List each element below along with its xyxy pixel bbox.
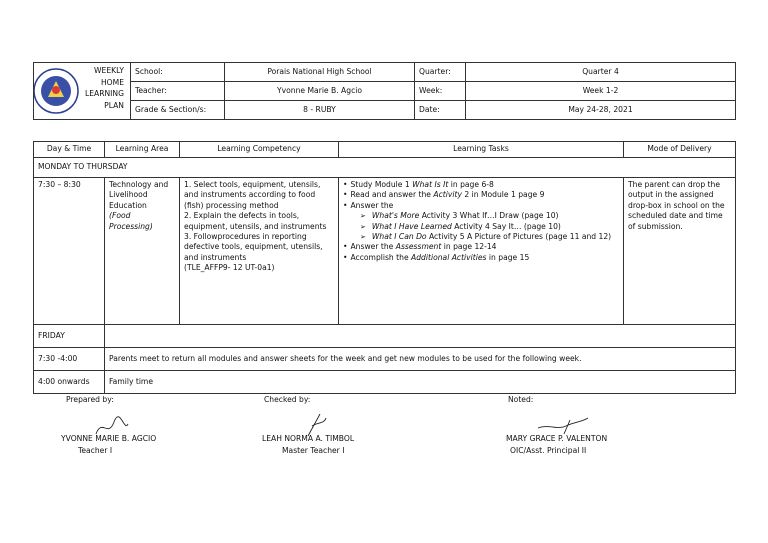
table-header-row [34, 142, 736, 158]
competency-1: 1. Select tools, equipment, utensils, and instruments according to food (fish) processing method [184, 180, 321, 210]
grade-label: Grade & Section/s: [131, 101, 225, 120]
learning-area-subject: Technology and Livelihood Education [109, 180, 169, 210]
learning-tasks [339, 178, 624, 325]
competency-3: 3. Followprocedures in reporting defective tools, equipment, utensils, and instruments [184, 232, 323, 262]
task-item: • Answer the Assessment in page 12-14 [343, 242, 619, 252]
header-learning-competency: Learning Competency [180, 142, 339, 158]
noted-label: Noted: [508, 395, 534, 404]
learning-area-specialization: (Food Processing) [109, 211, 153, 231]
header-learning-tasks: Learning Tasks [339, 142, 624, 158]
title-line-weekly: WEEKLY [94, 66, 124, 75]
learning-area [105, 178, 180, 325]
noted-title: OIC/Asst. Principal II [510, 446, 587, 455]
header-learning-area: Learning Area [105, 142, 180, 158]
quarter-value: Quarter 4 [466, 63, 736, 82]
date-value: May 24-28, 2021 [466, 101, 736, 120]
friday-label: FRIDAY [34, 325, 105, 348]
competency-code: (TLE_AFFP9- 12 UT-0a1) [184, 263, 275, 273]
task-item: • Answer the [343, 201, 619, 211]
logo-cell [34, 63, 131, 120]
prepared-by-label: Prepared by: [66, 395, 114, 404]
subtask-item: ➢ What's More Activity 3 What If…I Draw (page 10) [343, 211, 619, 221]
date-label: Date: [415, 101, 466, 120]
learning-competency [180, 178, 339, 325]
school-value: Porais National High School [225, 63, 415, 82]
subtask-item: ➢ What I Have Learned Activity 4 Say It… (page 10) [343, 222, 619, 232]
lesson-row [34, 178, 736, 325]
prepared-name: YVONNE MARIE B. AGCIO [61, 434, 157, 443]
prepared-title: Teacher I [78, 446, 113, 455]
title-line-home: HOME [100, 77, 124, 87]
teacher-label: Teacher: [131, 82, 225, 101]
school-label: School: [131, 63, 225, 82]
quarter-label: Quarter: [415, 63, 466, 82]
task-item: • Read and answer the Activity 2 in Module 1 page 9 [343, 190, 619, 200]
onwards-activity: Family time [105, 371, 736, 394]
subtask-item: ➢ What I Can Do Activity 5 A Picture of Pictures (page 11 and 12) [343, 232, 619, 242]
header-mode-of-delivery: Mode of Delivery [624, 142, 736, 158]
plan-table [33, 141, 736, 394]
friday-activity: Parents meet to return all modules and answer sheets for the week and get new modules to be used for the following week. [105, 348, 736, 371]
friday-empty [105, 325, 736, 348]
teacher-value: Yvonne Marie B. Agcio [225, 82, 415, 101]
title-line-learning: LEARNING [85, 89, 124, 98]
checked-name: LEAH NORMA A. TIMBOL [262, 434, 355, 443]
checked-by-label: Checked by: [264, 395, 311, 404]
title-line-plan: PLAN [104, 100, 124, 110]
task-item: • Study Module 1 What Is It in page 6-8 [343, 180, 619, 190]
checked-title: Master Teacher I [282, 446, 345, 455]
task-item: • Accomplish the Additional Activities in page 15 [343, 253, 619, 263]
plan-title [74, 63, 130, 113]
week-label: Week: [415, 82, 466, 101]
friday-time: 7:30 -4:00 [34, 348, 105, 371]
header-day-time: Day & Time [34, 142, 105, 158]
competency-2: 2. Explain the defects in tools, equipment, utensils, and instruments [184, 211, 327, 231]
noted-name: MARY GRACE P. VALENTON [506, 434, 608, 443]
mode-of-delivery: The parent can drop the output in the assigned drop-box in school on the scheduled date and time of submission. [624, 178, 736, 325]
lesson-time: 7:30 – 8:30 [34, 178, 105, 325]
grade-value: 8 - RUBY [225, 101, 415, 120]
header-table [33, 62, 736, 120]
monday-thursday-label: MONDAY TO THURSDAY [34, 158, 736, 178]
week-value: Week 1-2 [466, 82, 736, 101]
onwards-time: 4:00 onwards [34, 371, 105, 394]
